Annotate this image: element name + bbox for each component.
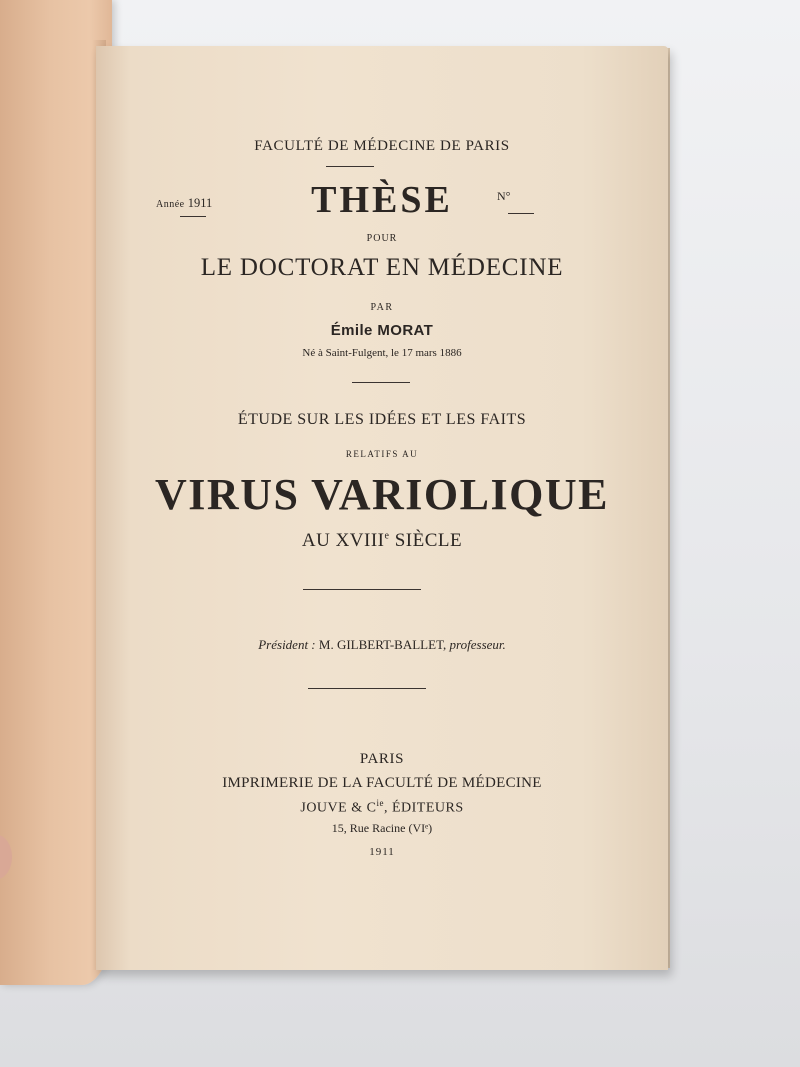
president-line	[96, 637, 668, 653]
annee-year: 1911	[187, 196, 213, 210]
imprint-city: PARIS	[359, 751, 405, 767]
title-page-content	[96, 46, 668, 970]
relatifs-label: RELATIFS AU	[345, 449, 419, 459]
rule-under-author	[352, 382, 410, 383]
rule-under-faculty	[326, 166, 374, 167]
doctorat-heading: LE DOCTORAT EN MÉDECINE	[200, 254, 564, 281]
rule-numero	[508, 213, 534, 214]
imprint-publisher	[96, 798, 668, 817]
president-role: professeur.	[449, 637, 506, 652]
siecle-prefix: AU XVIII	[301, 530, 385, 551]
president-label: Président :	[258, 637, 316, 652]
subtitle-etude: ÉTUDE SUR LES IDÉES ET LES FAITS	[237, 411, 527, 428]
numero-label: N°	[497, 189, 511, 203]
annee-label: Année	[156, 199, 185, 210]
rule-after-president	[308, 688, 426, 689]
siecle-suffix: SIÈCLE	[389, 530, 463, 551]
main-title: VIRUS VARIOLIQUE	[155, 470, 609, 519]
par-label: PAR	[370, 302, 394, 313]
these-heading: THÈSE	[311, 179, 453, 221]
publisher-prefix: JOUVE & C	[300, 800, 377, 816]
imprint-year: 1911	[369, 846, 395, 858]
rule-after-title	[303, 589, 421, 590]
imprint-address: 15, Rue Racine (VIᵉ)	[331, 821, 433, 835]
author-name: Émile MORAT	[330, 322, 434, 339]
publisher-sup: ie	[376, 798, 384, 808]
author-birth: Né à Saint-Fulgent, le 17 mars 1886	[302, 347, 462, 359]
century-line	[96, 530, 668, 552]
siecle-sup: e	[384, 530, 390, 542]
imprint-printer: IMPRIMERIE DE LA FACULTÉ DE MÉDECINE	[222, 775, 542, 791]
faculty-name: FACULTÉ DE MÉDECINE DE PARIS	[254, 138, 510, 154]
president-name: M. GILBERT-BALLET,	[315, 637, 450, 652]
pour-label: POUR	[366, 233, 398, 244]
publisher-suffix: , ÉDITEURS	[383, 800, 464, 816]
